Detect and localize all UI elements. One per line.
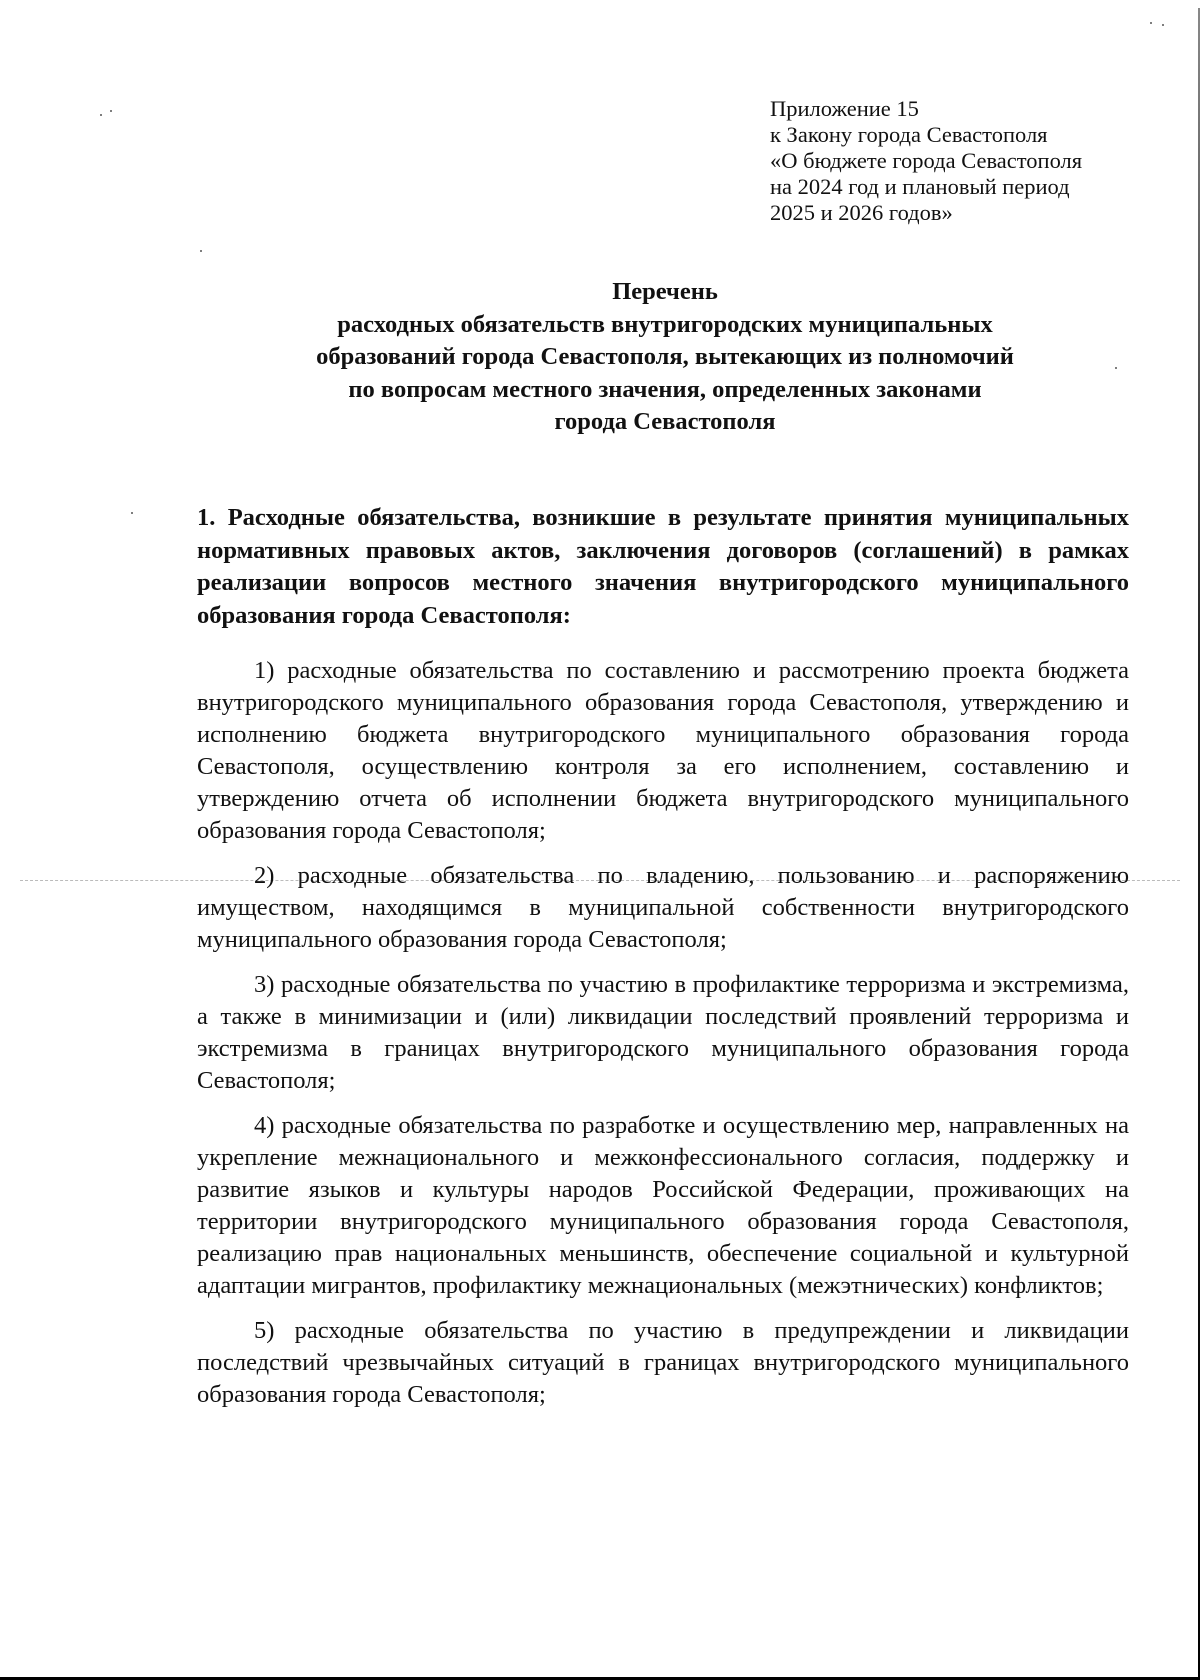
list-item: 1) расходные обязательства по составлению и рассмотрению проекта бюджета внутригородского муниципального образования города Севастополя, утверждению и исполнению бюджета внутригородского муниципального образования города Севастополя, осуществлению контроля за его исполнением, составлению и утверждению отчета об исполнении бюджета внутригородского муниципального образования города Севастополя;	[197, 657, 1129, 844]
list-item: 3) расходные обязательства по участию в профилактике терроризма и экстремизма, а также в минимизации и (или) ликвидации последствий проявлений терроризма и экстремизма в границах внутригородского муниципального образования города Севастополя;	[197, 971, 1129, 1094]
scan-dot	[200, 250, 202, 252]
scan-dot	[131, 512, 133, 514]
scan-dot	[110, 110, 112, 112]
title-line: по вопросам местного значения, определенных законами	[348, 375, 982, 403]
appendix-line: Приложение 15	[770, 96, 919, 121]
appendix-note	[770, 96, 1150, 226]
section-heading: 1. Расходные обязательства, возникшие в результате принятия муниципальных нормативных правовых актов, заключения договоров (соглашений) в рамках реализации вопросов местного значения внутригородского муниципального образования города Севастополя:	[197, 504, 1129, 629]
list-item: 4) расходные обязательства по разработке и осуществлению мер, направленных на укрепление межнационального и межконфессионального согласия, поддержку и развитие языков и культуры народов Российской Федерации, проживающих на территории внутригородского муниципального образования города Севастополя, реализацию прав национальных меньшинств, обеспечение социальной и культурной адаптации мигрантов, профилактику межнациональных (межэтнических) конфликтов;	[197, 1112, 1129, 1299]
scan-dot	[100, 114, 102, 116]
scan-dot	[1162, 24, 1164, 26]
title-line: города Севастополя	[554, 408, 776, 435]
list-item: 5) расходные обязательства по участию в предупреждении и ликвидации последствий чрезвычайных ситуаций в границах внутригородского муниципального образования города Севастополя;	[197, 1317, 1129, 1408]
title-line: Перечень	[612, 278, 718, 305]
scan-dot	[1150, 22, 1152, 24]
title-line: расходных обязательств внутригородских муниципальных	[337, 310, 993, 338]
appendix-line: на 2024 год и плановый период	[770, 174, 1070, 199]
obligations-list	[197, 655, 1129, 1424]
list-item: 2) расходные обязательства по владению, пользованию и распоряжению имуществом, находящимся в муниципальной собственности внутригородского муниципального образования города Севастополя;	[197, 862, 1129, 953]
document-title	[190, 276, 1140, 439]
appendix-line: «О бюджете города Севастополя	[770, 148, 1083, 173]
appendix-line: к Закону города Севастополя	[770, 122, 1048, 147]
title-line: образований города Севастополя, вытекающих из полномочий	[316, 343, 1014, 370]
appendix-line: 2025 и 2026 годов»	[770, 200, 953, 225]
